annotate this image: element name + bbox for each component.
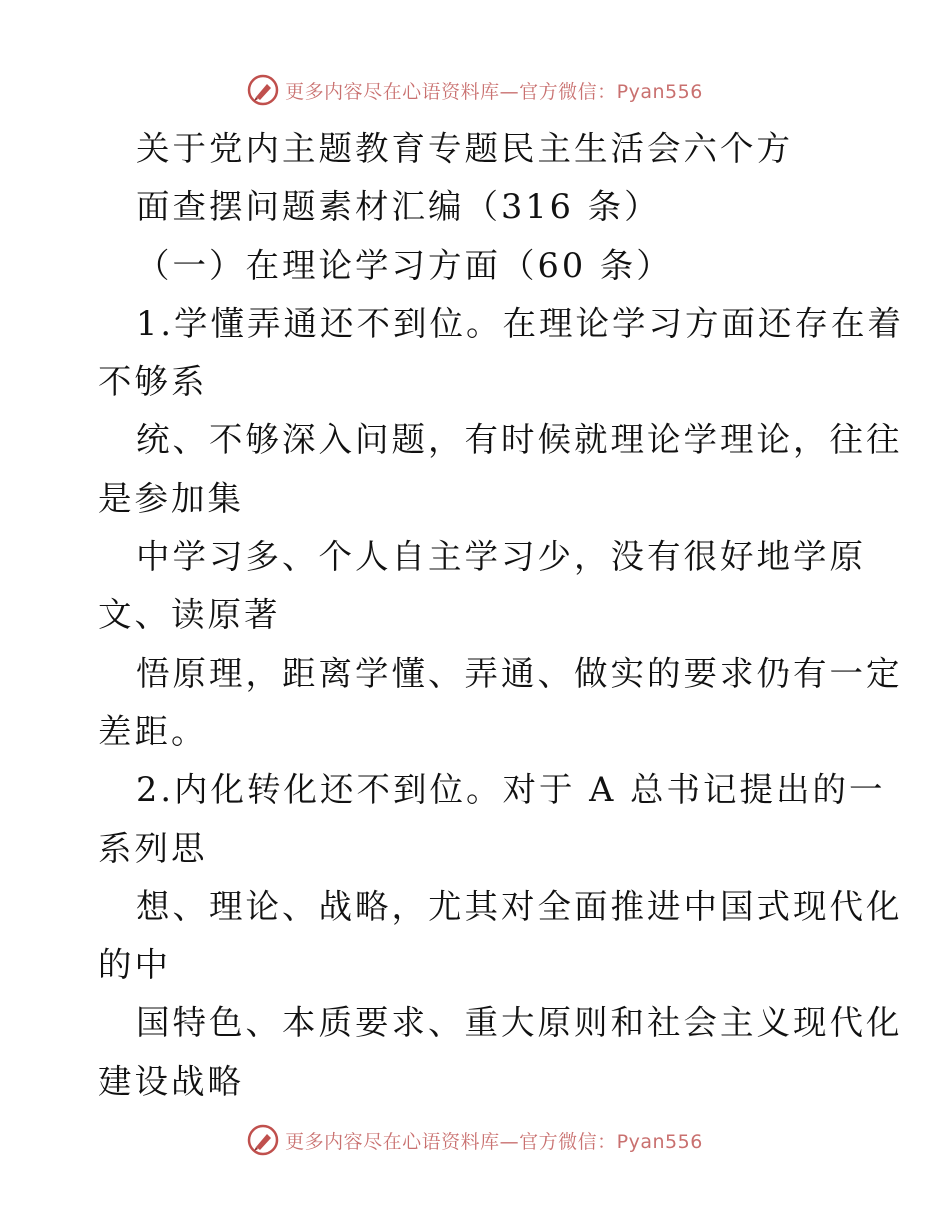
paragraph-line: 文、读原著 [98, 595, 281, 635]
paragraph-line: 中学习多、个人自主学习少，没有很好地学原 [136, 537, 866, 577]
paragraph-line: 建设战略 [98, 1061, 244, 1101]
document-title-line-1: 关于党内主题教育专题民主生活会六个方 [136, 129, 793, 168]
pen-logo-icon [247, 1124, 279, 1156]
paragraph-line: 1.学懂弄通还不到位。在理论学习方面还存在着 [136, 303, 904, 343]
paragraph-line: 国特色、本质要求、重大原则和社会主义现代化 [136, 1003, 903, 1043]
document-body [98, 120, 904, 1111]
watermark-text: 更多内容尽在心语资料库—官方微信：Pyan556 [285, 1130, 703, 1153]
watermark-text: 更多内容尽在心语资料库—官方微信：Pyan556 [285, 80, 703, 103]
section-heading: （一）在理论学习方面（60 条） [136, 245, 673, 285]
paragraph-line: 不够系 [98, 362, 208, 402]
pen-logo-icon [247, 74, 279, 106]
paragraph-line: 悟原理，距离学懂、弄通、做实的要求仍有一定 [136, 653, 903, 693]
paragraph-line: 系列思 [98, 828, 208, 868]
document-title-line-2: 面查摆问题素材汇编（316 条） [136, 187, 661, 227]
paragraph-line: 2.内化转化还不到位。对于 A 总书记提出的一 [136, 770, 886, 810]
paragraph-line: 统、不够深入问题，有时候就理论学理论，往往 [136, 420, 903, 460]
paragraph-line: 的中 [98, 945, 171, 985]
paragraph-line: 差距。 [98, 711, 208, 751]
paragraph-line: 是参加集 [98, 478, 244, 518]
header-watermark [0, 70, 950, 110]
paragraph-line: 想、理论、战略，尤其对全面推进中国式现代化 [136, 886, 903, 926]
footer-watermark [0, 1120, 950, 1160]
